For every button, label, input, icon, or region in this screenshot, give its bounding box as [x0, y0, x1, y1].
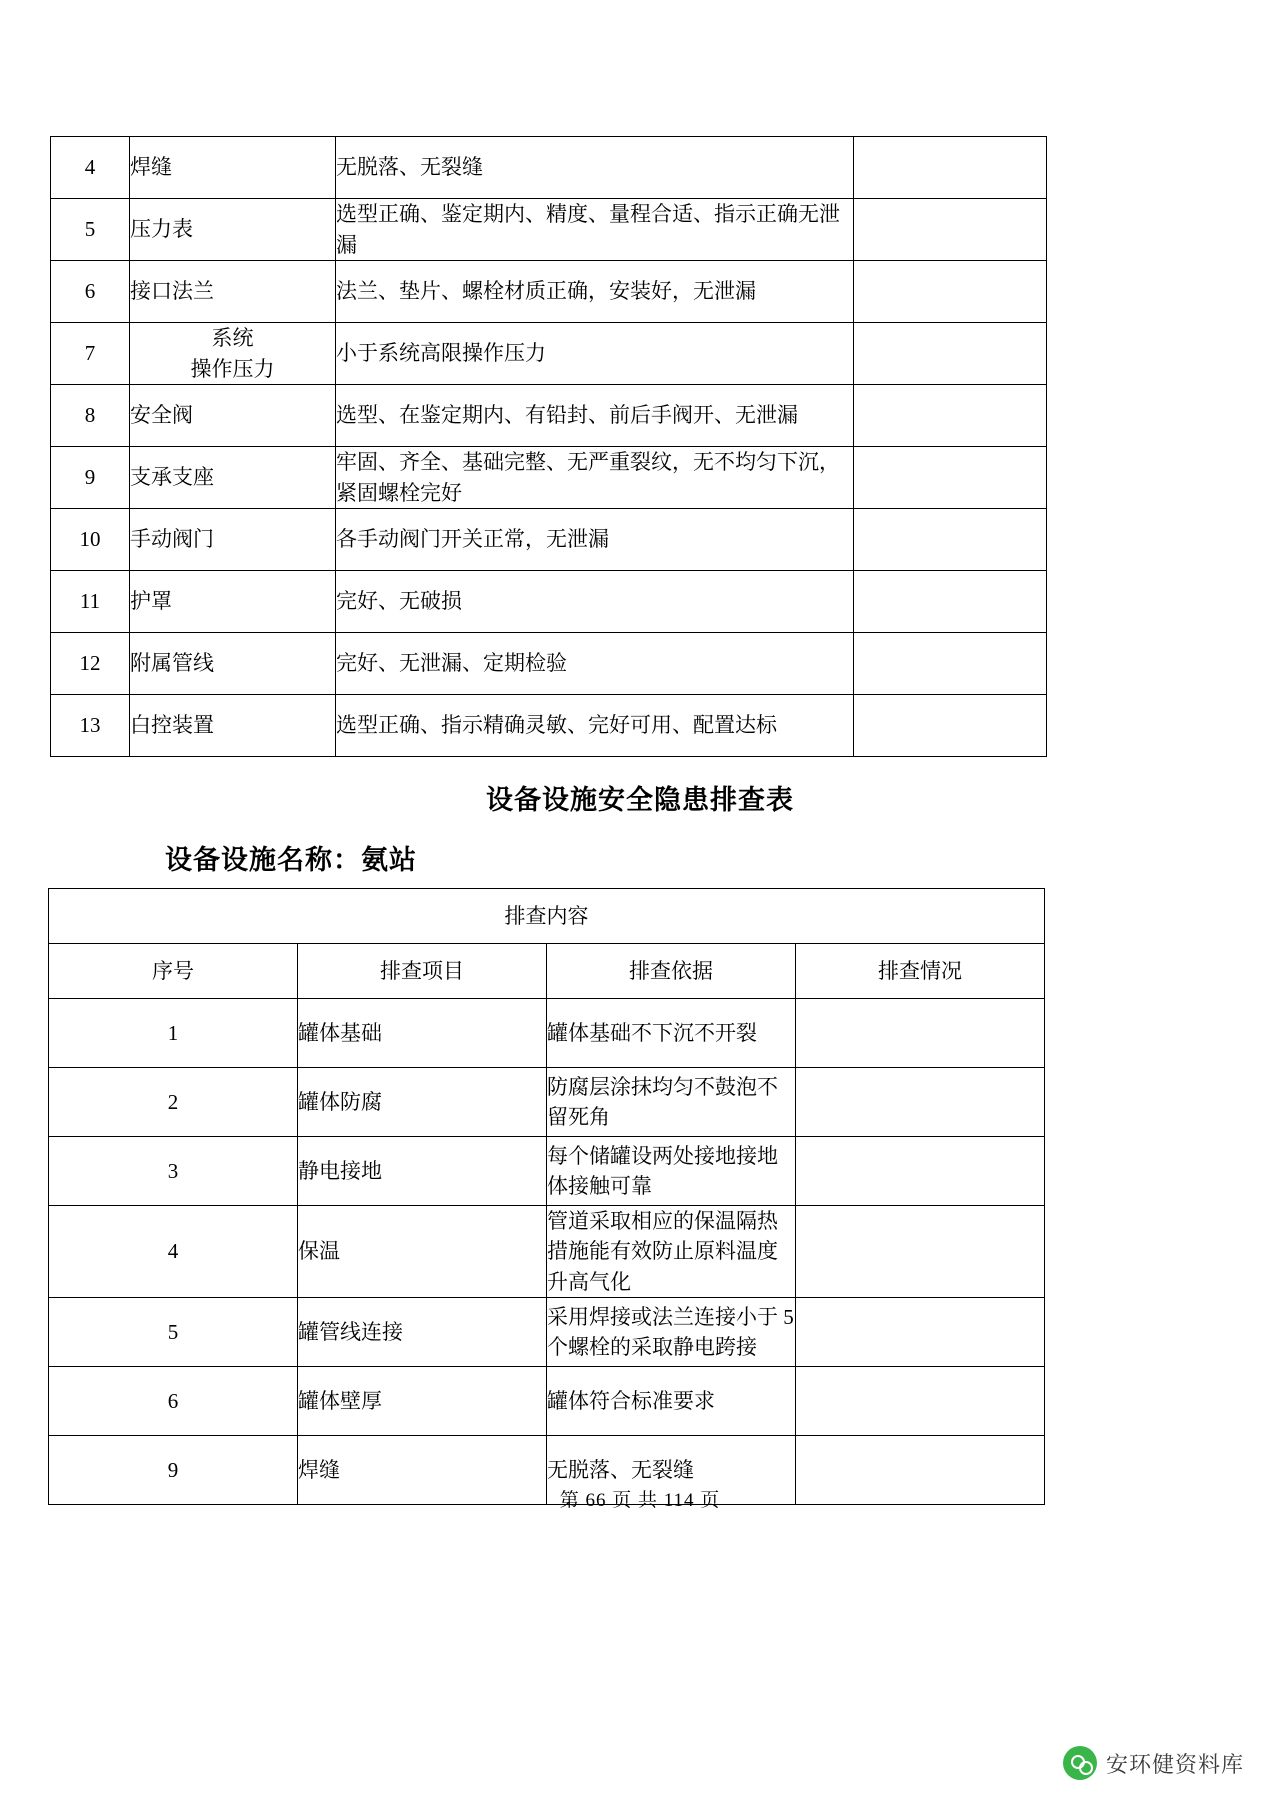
table-row [51, 695, 1047, 757]
row-result[interactable] [854, 323, 1047, 385]
row-item: 静电接地 [298, 1137, 547, 1206]
row-basis: 防腐层涂抹均匀不鼓泡不留死角 [547, 1068, 796, 1137]
row-basis: 选型正确、鉴定期内、精度、量程合适、指示正确无泄漏 [336, 199, 854, 261]
row-item-line2: 操作压力 [190, 356, 275, 381]
row-number: 10 [51, 509, 130, 571]
row-basis: 采用焊接或法兰连接小于 5 个螺栓的采取静电跨接 [547, 1298, 796, 1367]
row-basis: 选型正确、指示精确灵敏、完好可用、配置达标 [336, 695, 854, 757]
row-item: 罐体壁厚 [298, 1367, 547, 1436]
table-row [51, 571, 1047, 633]
row-item: 压力表 [130, 199, 336, 261]
row-basis: 各手动阀门开关正常，无泄漏 [336, 509, 854, 571]
inspection-table-continued [50, 136, 1047, 757]
table-row [49, 1137, 1045, 1206]
header-basis: 排查依据 [547, 944, 796, 999]
table-row [51, 509, 1047, 571]
table-row [49, 1367, 1045, 1436]
row-basis: 牢固、齐全、基础完整、无严重裂纹，无不均匀下沉，紧固螺栓完好 [336, 447, 854, 509]
table-row [51, 633, 1047, 695]
row-result[interactable] [796, 1137, 1045, 1206]
row-number: 1 [49, 999, 298, 1068]
row-number: 7 [51, 323, 130, 385]
table-row [49, 1068, 1045, 1137]
row-item: 护罩 [130, 571, 336, 633]
row-item: 罐体基础 [298, 999, 547, 1068]
table-row [51, 199, 1047, 261]
row-basis: 完好、无破损 [336, 571, 854, 633]
inspection-table-ammonia-station [48, 888, 1045, 1505]
row-result[interactable] [796, 1068, 1045, 1137]
row-number: 9 [49, 1436, 298, 1505]
row-basis: 罐体基础不下沉不开裂 [547, 999, 796, 1068]
row-number: 5 [49, 1298, 298, 1367]
row-result[interactable] [854, 199, 1047, 261]
row-item-line1: 系统 [211, 326, 254, 351]
table-header-row [49, 944, 1045, 999]
page-title: 设备设施安全隐患排查表 [486, 785, 794, 815]
table-row [49, 1206, 1045, 1298]
row-number: 9 [51, 447, 130, 509]
row-item [130, 323, 336, 385]
header-no: 序号 [49, 944, 298, 999]
row-item: 焊缝 [298, 1436, 547, 1505]
table-row [51, 323, 1047, 385]
row-result[interactable] [796, 1367, 1045, 1436]
wechat-logo-icon [1063, 1746, 1097, 1780]
row-basis: 管道采取相应的保温隔热措施能有效防止原料温度升高气化 [547, 1206, 796, 1298]
row-number: 6 [49, 1367, 298, 1436]
row-basis: 无脱落、无裂缝 [547, 1436, 796, 1505]
row-result[interactable] [796, 999, 1045, 1068]
table-row [51, 261, 1047, 323]
table-row [51, 385, 1047, 447]
header-item: 排查项目 [298, 944, 547, 999]
row-result[interactable] [796, 1298, 1045, 1367]
row-result[interactable] [854, 447, 1047, 509]
table-group-header-row [49, 889, 1045, 944]
row-item: 罐体防腐 [298, 1068, 547, 1137]
row-result[interactable] [854, 509, 1047, 571]
row-result[interactable] [854, 137, 1047, 199]
row-basis: 选型、在鉴定期内、有铅封、前后手阀开、无泄漏 [336, 385, 854, 447]
page-footer: 第 66 页 共 114 页 [559, 1490, 721, 1511]
watermark-badge [1063, 1746, 1244, 1780]
watermark-label: 安环健资料库 [1105, 1751, 1244, 1777]
table-row [51, 447, 1047, 509]
row-result[interactable] [854, 695, 1047, 757]
row-item: 接口法兰 [130, 261, 336, 323]
row-item: 附属管线 [130, 633, 336, 695]
table-row [49, 1298, 1045, 1367]
row-item: 保温 [298, 1206, 547, 1298]
row-basis: 小于系统高限操作压力 [336, 323, 854, 385]
facility-name-label: 设备设施名称：氨站 [165, 845, 417, 875]
row-number: 6 [51, 261, 130, 323]
table-row [51, 137, 1047, 199]
row-basis: 法兰、垫片、螺栓材质正确，安装好，无泄漏 [336, 261, 854, 323]
row-item: 手动阀门 [130, 509, 336, 571]
row-result[interactable] [854, 571, 1047, 633]
row-number: 4 [51, 137, 130, 199]
header-result: 排查情况 [796, 944, 1045, 999]
row-result[interactable] [854, 633, 1047, 695]
row-result[interactable] [854, 261, 1047, 323]
group-header-label: 排查内容 [49, 889, 1045, 944]
row-number: 8 [51, 385, 130, 447]
row-basis: 每个储罐设两处接地接地体接触可靠 [547, 1137, 796, 1206]
row-basis: 无脱落、无裂缝 [336, 137, 854, 199]
table-row [49, 999, 1045, 1068]
row-number: 11 [51, 571, 130, 633]
row-result[interactable] [854, 385, 1047, 447]
row-number: 4 [49, 1206, 298, 1298]
row-basis: 完好、无泄漏、定期检验 [336, 633, 854, 695]
row-number: 3 [49, 1137, 298, 1206]
row-item: 安全阀 [130, 385, 336, 447]
row-item: 支承支座 [130, 447, 336, 509]
row-result[interactable] [796, 1206, 1045, 1298]
row-item: 白控装置 [130, 695, 336, 757]
row-number: 2 [49, 1068, 298, 1137]
row-number: 12 [51, 633, 130, 695]
row-number: 5 [51, 199, 130, 261]
row-item: 焊缝 [130, 137, 336, 199]
row-basis: 罐体符合标准要求 [547, 1367, 796, 1436]
row-number: 13 [51, 695, 130, 757]
row-item: 罐管线连接 [298, 1298, 547, 1367]
